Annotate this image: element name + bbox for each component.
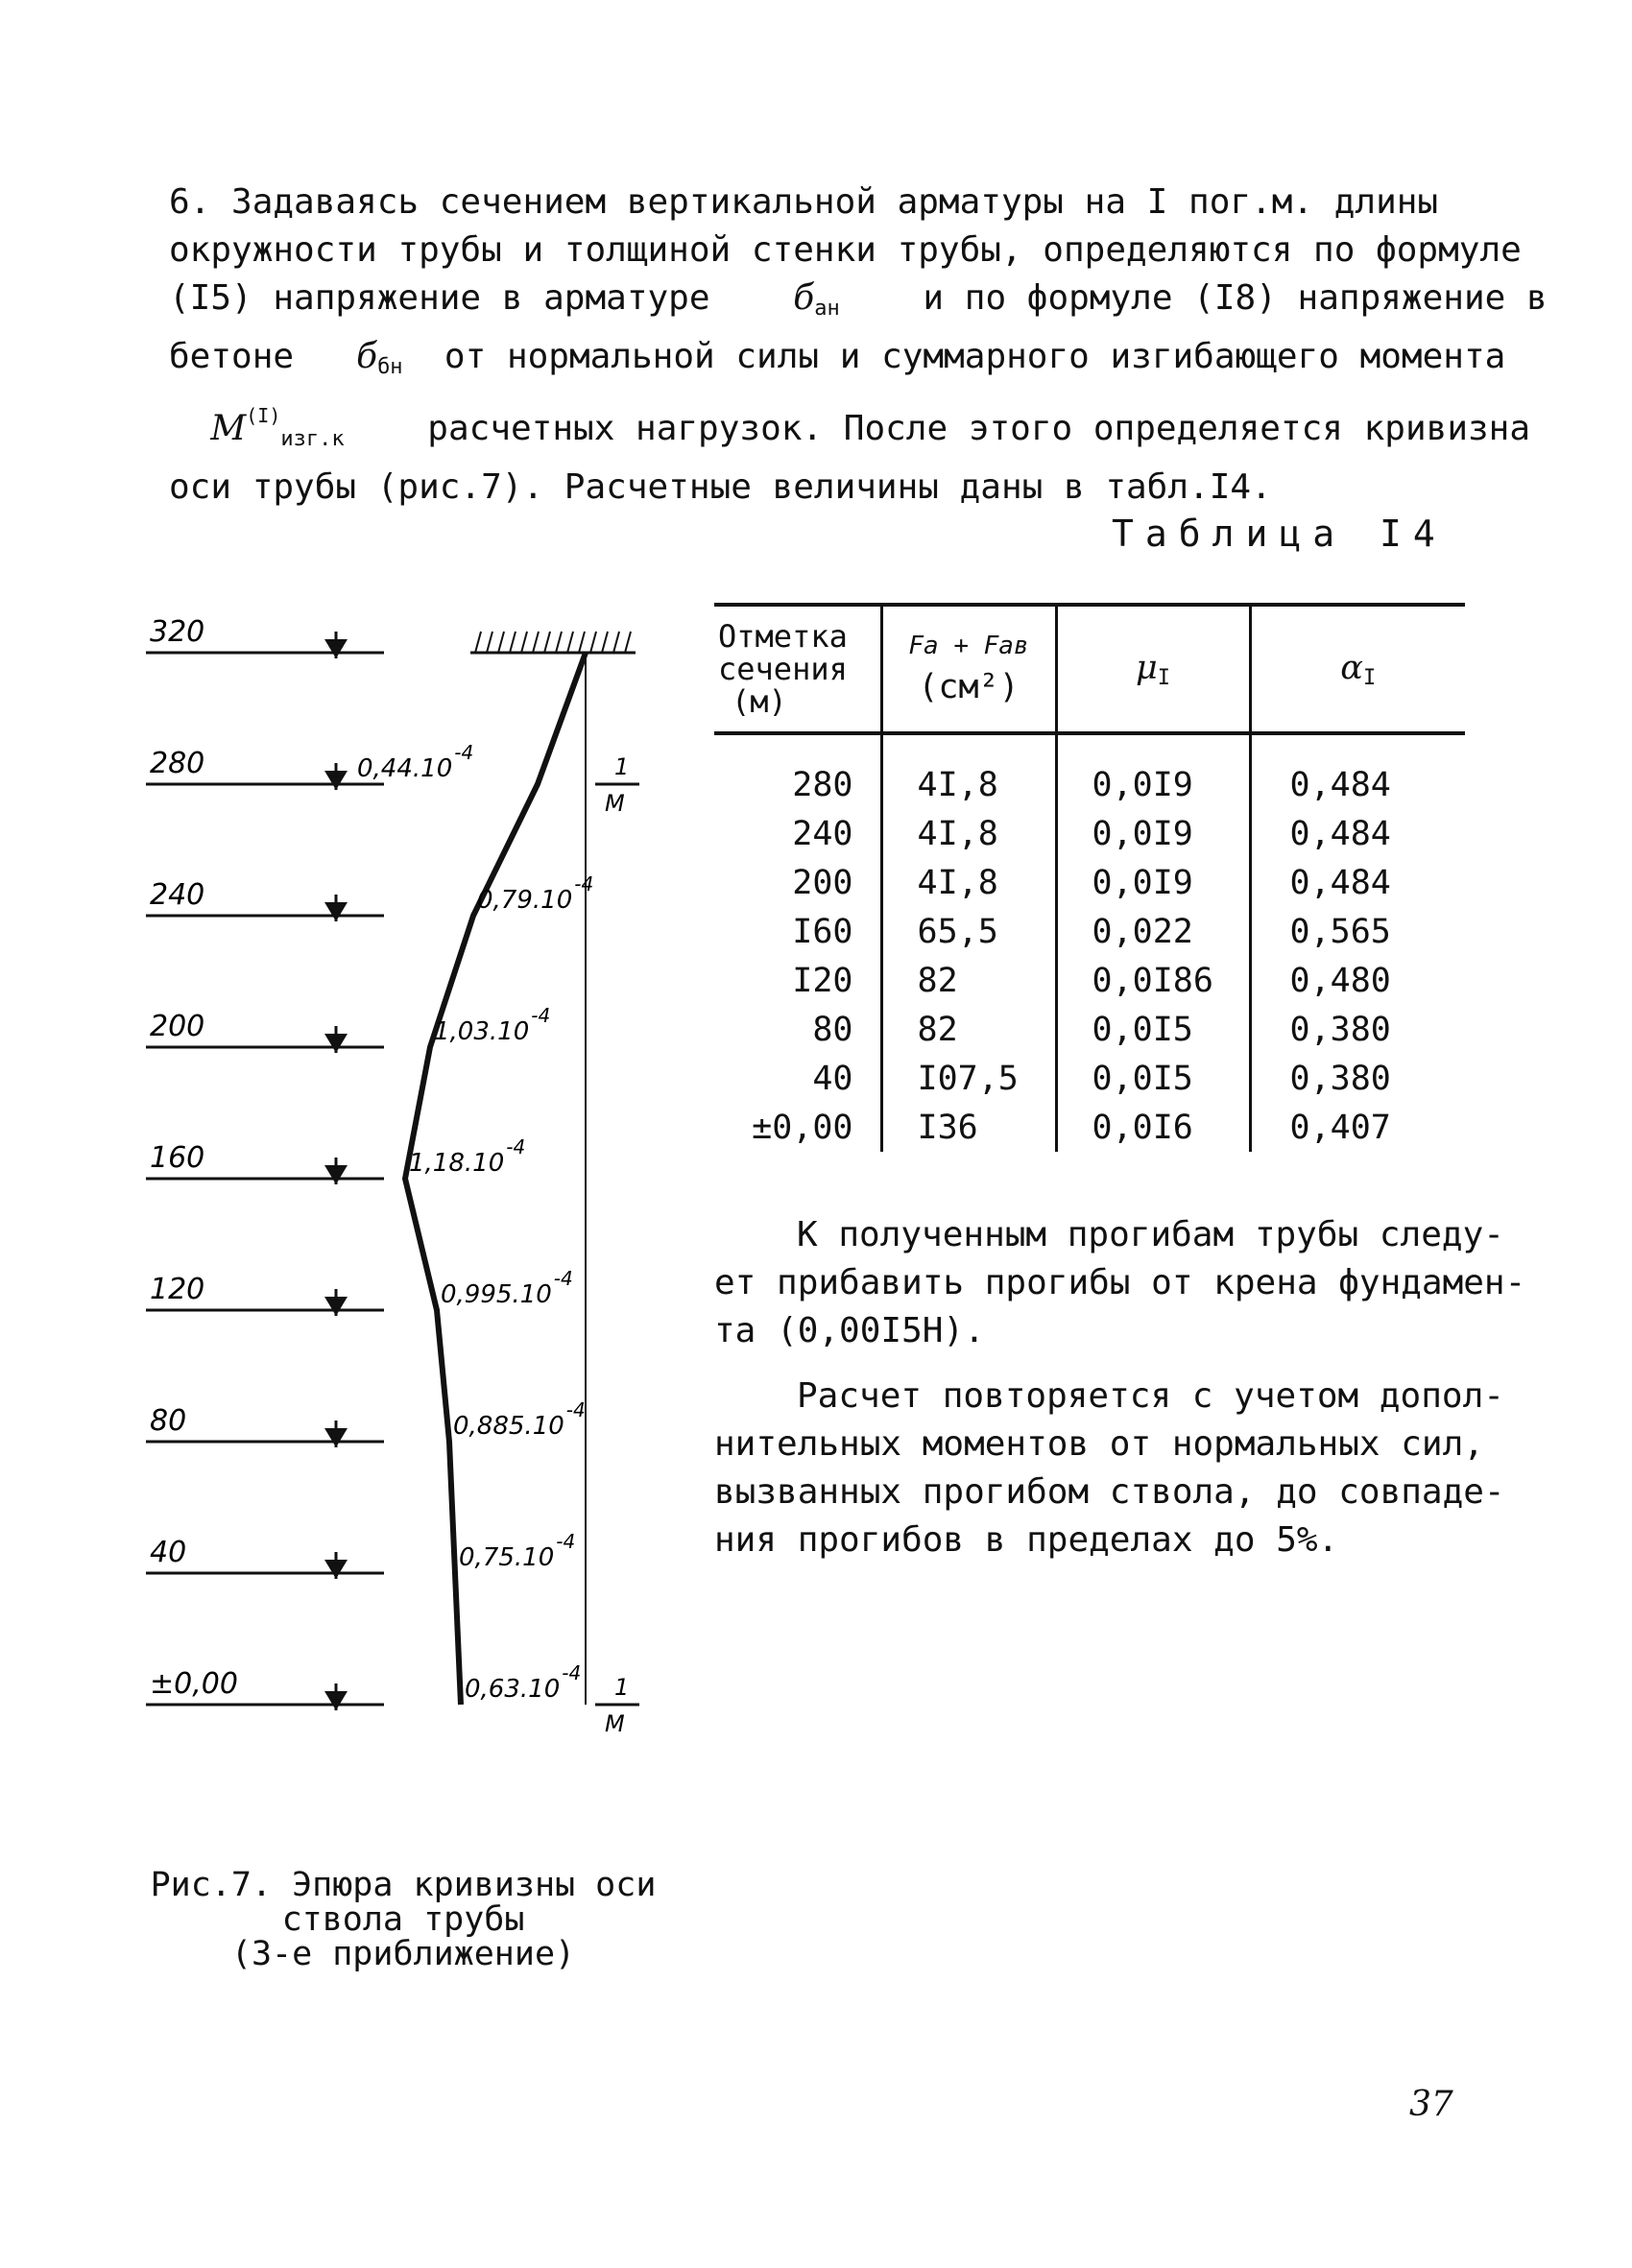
header-alpha-subscript: I [1362, 665, 1377, 690]
moment-superscript: (I) [246, 404, 281, 427]
cell-alpha: 0,484 [1250, 858, 1465, 907]
curvature-value: 0,995.10 [441, 1280, 552, 1309]
intro-line-6: оси трубы (рис.7). Расчетные величины даны в табл.I4. [169, 467, 1272, 507]
intro-line-4a: бетоне [169, 337, 295, 376]
cell-area: 82 [881, 1005, 1056, 1054]
sigma-an-subscript: ан [814, 297, 840, 321]
cell-mu: 0,0I6 [1056, 1103, 1250, 1152]
level-label: 320 [150, 615, 205, 649]
curvature-value: 0,75.10 [459, 1543, 555, 1572]
level-markers [146, 615, 384, 1710]
cell-section-mark: 40 [812, 1059, 853, 1098]
cell-alpha: 0,480 [1250, 956, 1465, 1005]
cell-section-mark: ±0,00 [752, 1108, 853, 1147]
curvature-value: 0,79.10 [477, 886, 573, 915]
cell-alpha: 0,565 [1250, 907, 1465, 956]
cell-mu: 0,0I9 [1056, 809, 1250, 858]
data-table [714, 603, 1465, 1152]
cell-area: I07,5 [881, 1054, 1056, 1103]
table-row [714, 956, 1465, 1005]
cell-mu: 0,0I5 [1056, 1005, 1250, 1054]
cell-area: 4I,8 [881, 809, 1056, 858]
sigma-bn-symbol: б [356, 337, 378, 376]
cell-area: I36 [881, 1103, 1056, 1152]
header-mu-symbol: μ [1136, 648, 1158, 687]
cell-area: 65,5 [881, 907, 1056, 956]
curvature-exponent: -4 [506, 1135, 526, 1158]
curvature-value: 0,885.10 [453, 1412, 564, 1441]
hatch-mark [533, 632, 539, 653]
table-row [714, 907, 1465, 956]
cell-section-mark: 200 [792, 863, 853, 902]
header-col2-line1: Fa + Faв [908, 632, 1029, 660]
note-p2-line-3: вызванных прогибом ствола, до совпаде- [714, 1472, 1505, 1512]
header-col1-line1: Отметка [718, 618, 848, 655]
hatch-mark [498, 632, 504, 653]
figure-caption [144, 1868, 662, 1971]
hatch-mark [567, 632, 573, 653]
curvature-exponent: -4 [454, 741, 474, 764]
curvature-exponent: -4 [531, 1004, 551, 1027]
intro-line-5b: расчетных нагрузок. После этого определяется кривизна [427, 409, 1531, 448]
level-label: 240 [150, 878, 205, 912]
curvature-exponent: -4 [562, 1661, 582, 1684]
axis-label-numerator: 1 [614, 1674, 630, 1701]
cell-section-mark: 240 [792, 814, 853, 853]
moment-subscript: изг.к [280, 427, 345, 451]
cell-section-mark: I60 [792, 912, 853, 951]
header-mu [1056, 605, 1250, 733]
caption-line-2: ствола трубы [281, 1900, 525, 1939]
hatch-mark [556, 632, 562, 653]
cell-mu: 0,022 [1056, 907, 1250, 956]
cell-mu: 0,0I86 [1056, 956, 1250, 1005]
hatch-mark [590, 632, 596, 653]
note-p1-line-2: ет прибавить прогибы от крена фундамен- [714, 1263, 1526, 1302]
hatch-mark [613, 632, 619, 653]
table-body [714, 733, 1465, 1152]
level-label: 80 [150, 1404, 187, 1438]
cell-section-mark: I20 [792, 961, 853, 1000]
moment-symbol: M [210, 409, 247, 448]
cell-section-mark: 280 [792, 765, 853, 804]
axis-label-numerator: 1 [614, 753, 630, 780]
hatch-mark [487, 632, 492, 653]
table-row [714, 733, 1465, 809]
intro-line-5 [169, 392, 1531, 464]
intro-paragraph [169, 179, 1548, 512]
curvature-exponent: -4 [565, 1398, 586, 1421]
axis-label-denominator: M [605, 1710, 625, 1737]
hatch-mark [510, 632, 516, 653]
page-number: 37 [1409, 2085, 1453, 2124]
cell-mu: 0,0I9 [1056, 858, 1250, 907]
level-label: 200 [150, 1010, 205, 1043]
header-section-mark [714, 605, 881, 733]
table-row [714, 1005, 1465, 1054]
caption-line-3: (3-е приближение) [230, 1935, 576, 1973]
table-header-row [714, 605, 1465, 733]
hatch-mark [579, 632, 585, 653]
table-row [714, 858, 1465, 907]
level-label: 280 [150, 747, 205, 780]
axis-label-denominator: M [605, 790, 625, 817]
intro-line-4 [169, 333, 1506, 392]
level-label: 120 [150, 1273, 205, 1306]
intro-line-1: 6. Задаваясь сечением вертикальной арматуры на I пог.м. длины [169, 182, 1439, 222]
sigma-bn-subscript: бн [377, 355, 403, 379]
level-label: ±0,00 [150, 1667, 238, 1701]
cell-alpha: 0,407 [1250, 1103, 1465, 1152]
intro-line-4b: от нормальной силы и суммарного изгибающего момента [444, 337, 1506, 376]
table-row [714, 1054, 1465, 1103]
hatch-mark [475, 632, 481, 653]
cell-area: 4I,8 [881, 733, 1056, 809]
level-label: 40 [150, 1536, 187, 1569]
intro-line-2: окружности трубы и толщиной стенки трубы, определяются по формуле [169, 230, 1522, 270]
cell-alpha: 0,484 [1250, 809, 1465, 858]
header-col1-line3: (м) [732, 683, 787, 720]
intro-line-3b: и по формуле (I8) напряжение в [923, 278, 1548, 318]
header-col2-line2: (см²) [918, 668, 1020, 706]
intro-line-3 [169, 275, 1548, 333]
note-p2-line-1: Расчет повторяется с учетом допол- [797, 1376, 1504, 1416]
hatch-mark [625, 632, 631, 653]
sigma-an-symbol: б [793, 278, 815, 318]
hatch-mark [521, 632, 527, 653]
hatch-mark [544, 632, 550, 653]
cell-mu: 0,0I9 [1056, 733, 1250, 809]
cell-area: 4I,8 [881, 858, 1056, 907]
caption-line-1: Рис.7. Эпюра кривизны оси [150, 1866, 657, 1904]
table-row [714, 809, 1465, 858]
note-paragraphs [714, 1211, 1526, 1564]
level-label: 160 [150, 1141, 205, 1175]
table-title: Таблица I4 [1112, 513, 1447, 555]
cell-mu: 0,0I5 [1056, 1054, 1250, 1103]
curvature-value: 1,03.10 [434, 1017, 530, 1046]
cell-alpha: 0,380 [1250, 1054, 1465, 1103]
cell-alpha: 0,484 [1250, 733, 1465, 809]
curvature-exponent: -4 [553, 1267, 573, 1290]
header-alpha-symbol: α [1340, 648, 1363, 687]
note-p1-line-3: та (0,00I5Н). [714, 1311, 985, 1350]
cell-section-mark: 80 [812, 1010, 853, 1049]
curvature-diagram [144, 576, 662, 1814]
note-p1-line-1: К полученным прогибам трубы следу- [797, 1215, 1504, 1254]
header-area [881, 605, 1056, 733]
cell-area: 82 [881, 956, 1056, 1005]
intro-line-3a: (I5) напряжение в арматуре [169, 278, 710, 318]
curvature-value: 0,44.10 [357, 754, 453, 783]
curvature-value: 0,63.10 [465, 1675, 561, 1704]
note-p2-line-4: ния прогибов в пределах до 5%. [714, 1520, 1339, 1560]
note-p2-line-2: нительных моментов от нормальных сил, [714, 1424, 1484, 1464]
header-col1-line2: сечения [718, 651, 848, 687]
table-row [714, 1103, 1465, 1152]
cell-alpha: 0,380 [1250, 1005, 1465, 1054]
curvature-exponent: -4 [574, 872, 594, 895]
curvature-value: 1,18.10 [409, 1149, 505, 1178]
header-alpha [1250, 605, 1465, 733]
curvature-labels [357, 741, 593, 1704]
hatch-mark [602, 632, 608, 653]
curvature-exponent: -4 [556, 1530, 576, 1553]
header-mu-subscript: I [1157, 665, 1170, 690]
